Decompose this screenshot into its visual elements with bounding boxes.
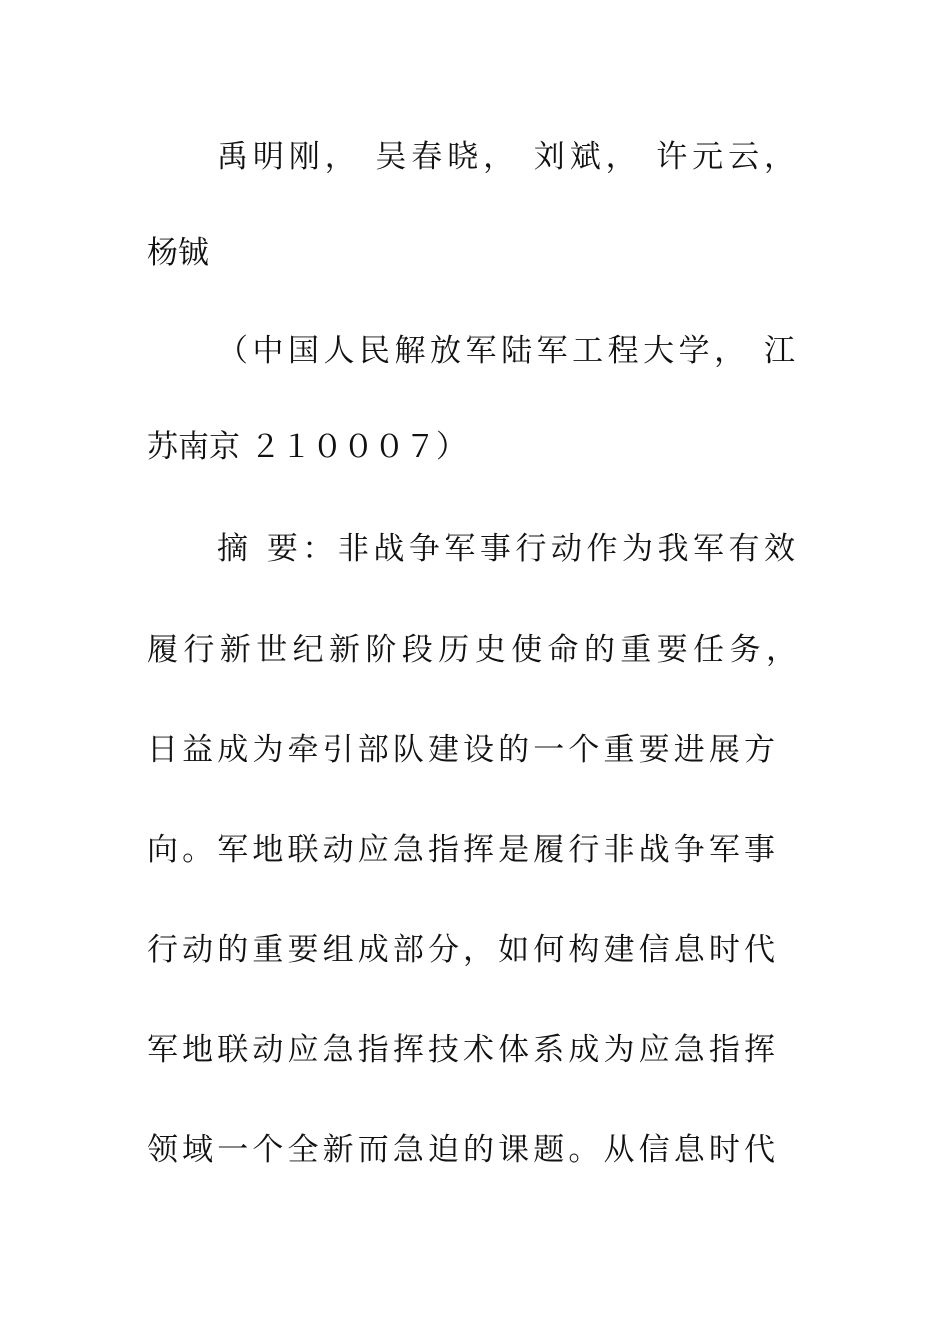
author-list-line-2: 杨铖 xyxy=(147,235,209,271)
abstract-line: 向。军地联动应急指挥是履行非战争军事 xyxy=(147,832,775,868)
abstract-line: 日益成为牵引部队建设的一个重要进展方 xyxy=(147,732,775,768)
abstract-line: 军地联动应急指挥技术体系成为应急指挥 xyxy=(147,1032,775,1068)
affiliation-line-2: 苏南京 ２１０００７） xyxy=(147,429,467,465)
author-list-line-1: 禹明刚， 吴春晓， 刘斌， 许元云， xyxy=(217,139,795,175)
abstract-line: 摘 要：非战争军事行动作为我军有效 xyxy=(217,531,795,567)
abstract-line: 履行新世纪新阶段历史使命的重要任务， xyxy=(147,632,797,668)
abstract-line: 领域一个全新而急迫的课题。从信息时代 xyxy=(147,1132,775,1168)
abstract-line: 行动的重要组成部分，如何构建信息时代 xyxy=(147,932,775,968)
affiliation-line-1: （中国人民解放军陆军工程大学， 江 xyxy=(217,333,795,369)
